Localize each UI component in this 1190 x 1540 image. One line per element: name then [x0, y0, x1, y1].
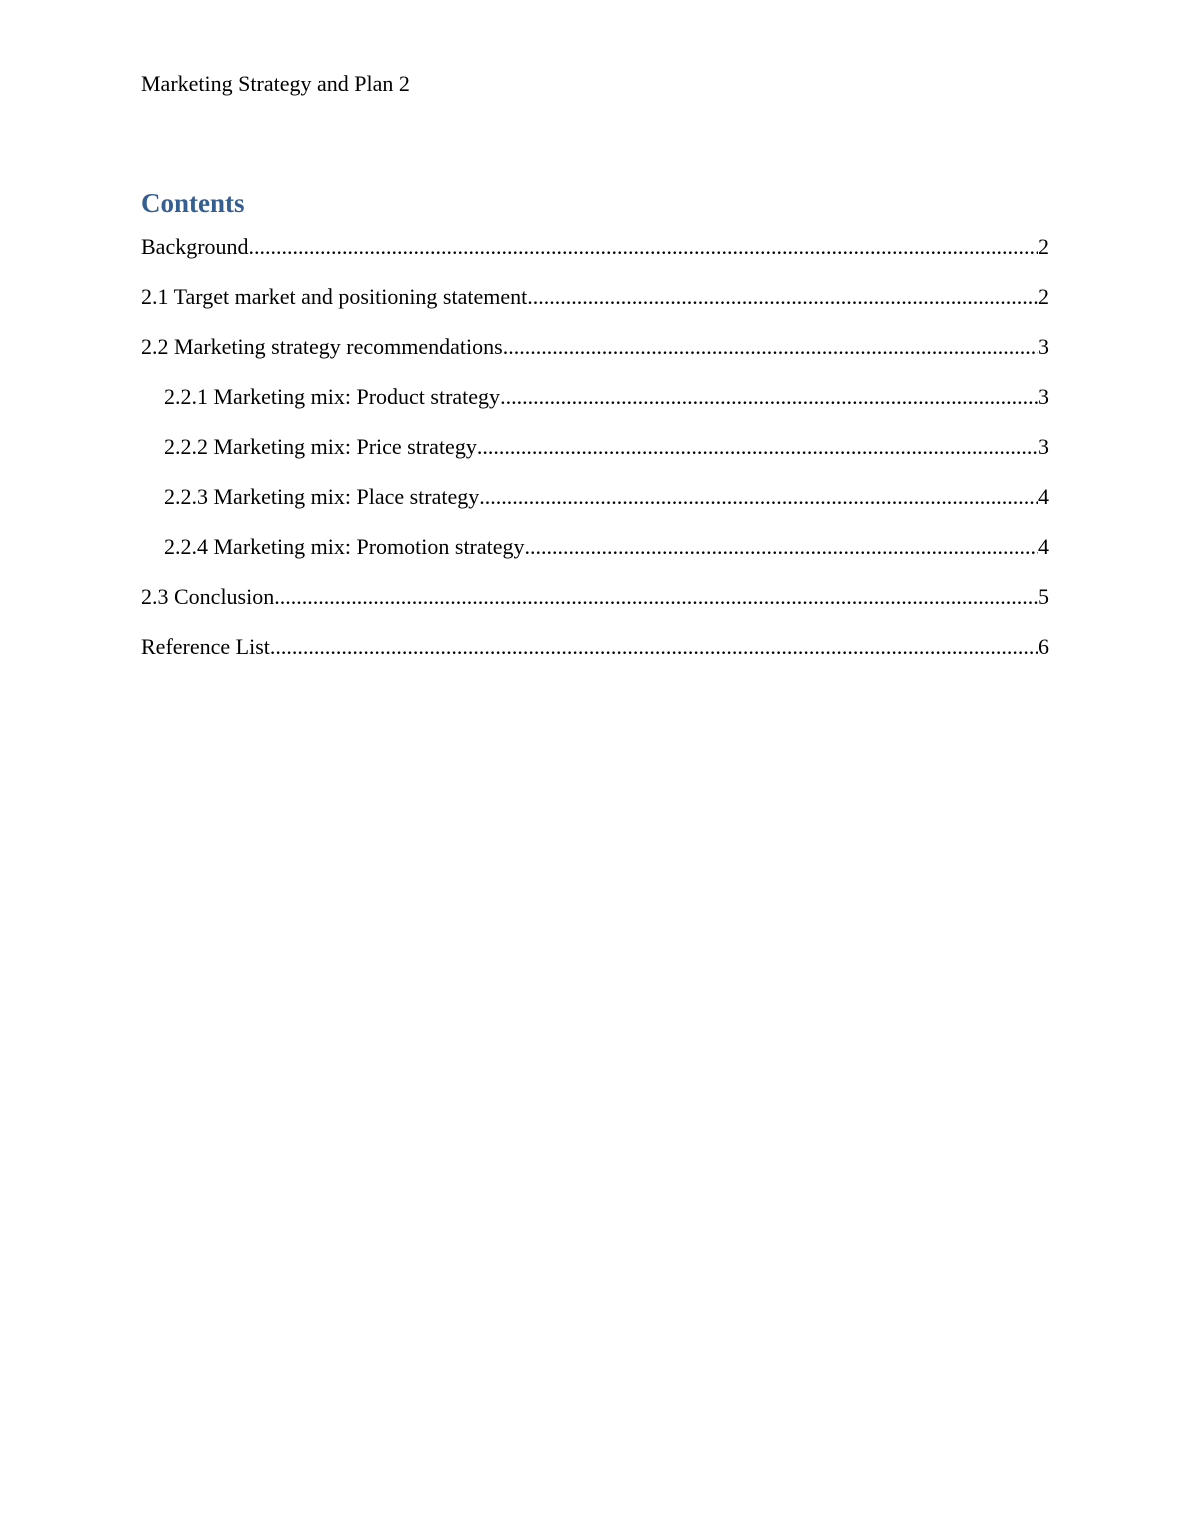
toc-entry-strategy-recommendations[interactable] — [141, 333, 1049, 383]
toc-entry-text: 2.2.4 Marketing mix: Promotion strategy — [164, 534, 525, 559]
toc-dot-leader — [249, 233, 1038, 261]
toc-entry-product-strategy[interactable] — [141, 383, 1049, 433]
toc-heading: Contents — [141, 188, 245, 218]
toc-dot-leader — [479, 483, 1038, 511]
toc-entry-text: 2.1 Target market and positioning statement — [141, 284, 528, 309]
toc-entry-text: 2.2 Marketing strategy recommendations — [141, 334, 503, 359]
toc-page-number: 5 — [1038, 584, 1049, 609]
toc-dot-leader — [477, 433, 1038, 461]
toc-dot-leader — [527, 283, 1038, 311]
running-header: Marketing Strategy and Plan 2 — [141, 71, 410, 96]
toc-entry-reference-list[interactable] — [141, 633, 1049, 683]
toc-page-number: 3 — [1038, 334, 1049, 359]
toc-dot-leader — [270, 633, 1038, 661]
toc-entry-promotion-strategy[interactable] — [141, 533, 1049, 583]
toc-entry-text: Background — [141, 234, 249, 259]
toc-page-number: 6 — [1038, 634, 1049, 659]
toc-entry-target-market[interactable] — [141, 283, 1049, 333]
toc-page-number: 2 — [1038, 234, 1049, 259]
toc-entry-price-strategy[interactable] — [141, 433, 1049, 483]
toc-dot-leader — [503, 333, 1038, 361]
toc-entry-text: 2.3 Conclusion — [141, 584, 275, 609]
toc-page-number: 2 — [1038, 284, 1049, 309]
toc-entry-text: 2.2.1 Marketing mix: Product strategy — [164, 384, 501, 409]
toc-dot-leader — [525, 533, 1038, 561]
toc-entry-text: 2.2.2 Marketing mix: Price strategy — [164, 434, 477, 459]
toc-page-number: 4 — [1038, 534, 1049, 559]
toc-page-number: 3 — [1038, 434, 1049, 459]
toc-dot-leader — [500, 383, 1038, 411]
table-of-contents — [141, 233, 1049, 683]
toc-entry-place-strategy[interactable] — [141, 483, 1049, 533]
toc-entry-text: 2.2.3 Marketing mix: Place strategy — [164, 484, 480, 509]
toc-entry-conclusion[interactable] — [141, 583, 1049, 633]
toc-dot-leader — [274, 583, 1038, 611]
toc-page-number: 4 — [1038, 484, 1049, 509]
toc-page-number: 3 — [1038, 384, 1049, 409]
toc-entry-background[interactable] — [141, 233, 1049, 283]
toc-entry-text: Reference List — [141, 634, 270, 659]
